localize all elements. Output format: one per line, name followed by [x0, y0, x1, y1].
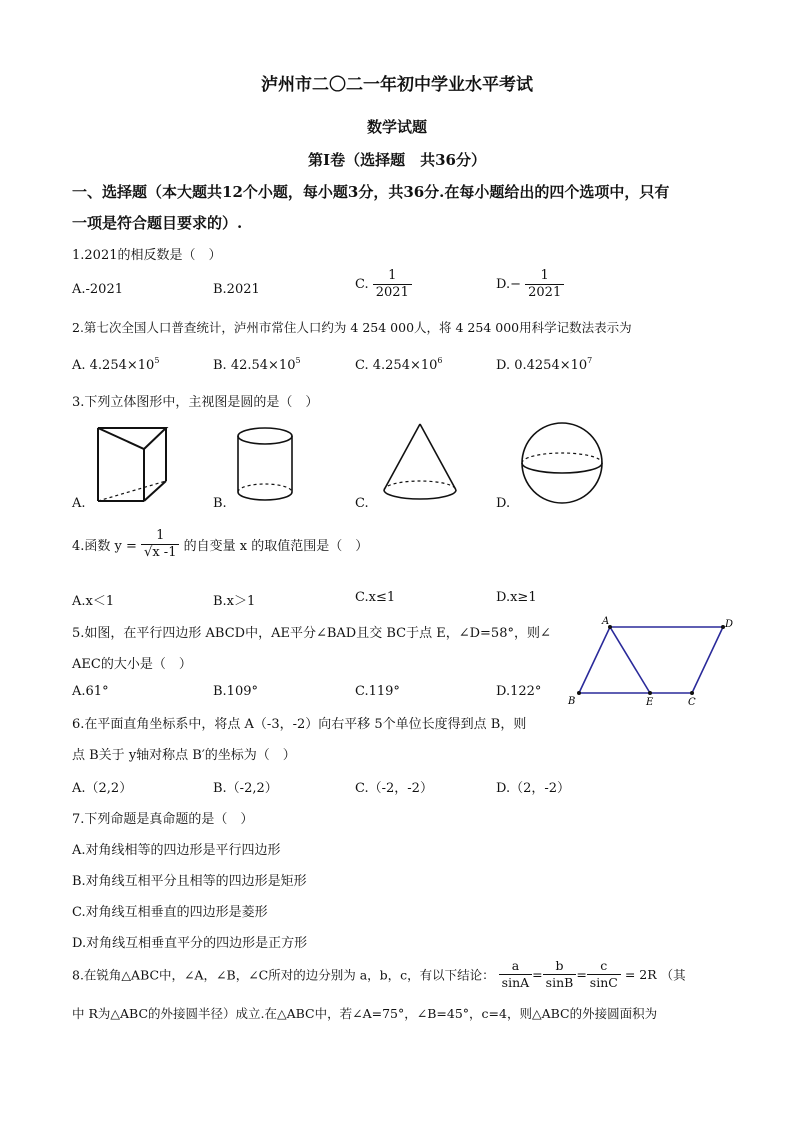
q8-f2-num: b	[543, 958, 577, 975]
q1-d-prefix: D.−	[496, 277, 521, 292]
q1-option-d	[496, 268, 564, 301]
sphere-figure	[519, 420, 605, 506]
q2-option-a	[72, 356, 159, 373]
q3-option-b: B.	[213, 496, 227, 511]
q8-f1-num: a	[499, 958, 533, 975]
cone-figure	[375, 420, 465, 504]
q2-d-base: D. 0.4254×10	[496, 358, 588, 373]
q4-option-a: A.x＜1	[72, 594, 115, 609]
q8-fraction-c	[587, 958, 621, 991]
q4-suffix: 的自变量 x 的取值范围是（ ）	[183, 539, 369, 554]
vertex-label-c: C	[688, 697, 696, 708]
q2-b-base: B. 42.54×10	[213, 358, 296, 373]
q1-c-num: 1	[373, 268, 412, 285]
q1-stem: 1.2021的相反数是（ ）	[72, 248, 222, 263]
q4-fraction	[141, 528, 179, 561]
q1-d-den: 2021	[528, 285, 562, 300]
vertex-label-a: A	[602, 616, 610, 627]
q2-option-d	[496, 356, 592, 373]
q6-stem-line2: 点 B关于 y轴对称点 B′的坐标为（ ）	[72, 748, 296, 763]
q7-option-a: A.对角线相等的四边形是平行四边形	[72, 843, 281, 858]
q1-d-num: 1	[525, 268, 564, 285]
q5-option-a: A.61°	[72, 684, 109, 699]
q8-tail: （其	[660, 967, 686, 983]
vertex-label-d: D	[725, 619, 734, 630]
q3-stem: 3.下列立体图形中，主视图是圆的是（ ）	[72, 395, 319, 410]
q5-option-c: C.119°	[355, 684, 400, 699]
q6-option-b: B.（-2,2）	[213, 781, 278, 796]
q1-option-c	[355, 268, 412, 301]
q1-d-fraction	[525, 268, 564, 301]
q7-stem: 7.下列命题是真命题的是（ ）	[72, 812, 254, 827]
vertex-label-e: E	[646, 697, 654, 708]
q3-option-d: D.	[496, 496, 511, 511]
q4-frac-num: 1	[141, 528, 179, 545]
volume-title: 第Ⅰ卷（选择题 共36分）	[308, 151, 486, 169]
q2-a-exp: 5	[154, 356, 160, 365]
q2-stem: 2.第七次全国人口普查统计，泸州市常住人口约为 4 254 000人，将 4 254 000用科学记数法表示为	[72, 320, 632, 335]
q6-option-c: C.（-2，-2）	[355, 781, 433, 796]
q2-d-exp: 7	[587, 356, 593, 365]
q8-f3-den: sinC	[589, 975, 618, 990]
q2-a-base: A. 4.254×10	[72, 358, 155, 373]
q1-option-b: B.2021	[213, 282, 260, 297]
q8-stem-line1	[72, 958, 686, 991]
q4-radicand: x -1	[152, 545, 177, 560]
vertex-label-b: B	[568, 696, 576, 707]
q8-eq-1: =	[532, 967, 543, 982]
q1-c-den: 2021	[375, 285, 409, 300]
q4-stem	[72, 528, 368, 561]
q4-option-b: B.x＞1	[213, 594, 256, 609]
q4-prefix: 4.函数 y =	[72, 539, 142, 554]
q6-option-a: A.（2,2）	[72, 781, 133, 796]
q4-frac-den: √x -1	[144, 545, 177, 560]
section-heading-line1: 一、选择题（本大题共12个小题，每小题3分，共36分.在每小题给出的四个选项中，只有	[72, 183, 670, 201]
triangular-prism-figure	[92, 423, 172, 508]
q5-option-d: D.122°	[496, 684, 542, 699]
q5-stem-line2: AEC的大小是（ ）	[72, 657, 192, 672]
q6-stem-line1: 6.在平面直角坐标系中，将点 A（-3，-2）向右平移 5个单位长度得到点 B，则	[72, 717, 527, 732]
parallelogram-figure	[560, 612, 740, 712]
q4-option-c: C.x≤1	[355, 590, 396, 605]
q2-b-exp: 5	[295, 356, 301, 365]
q2-c-base: C. 4.254×10	[355, 358, 438, 373]
q3-option-c: C.	[355, 496, 369, 511]
q8-f3-num: c	[587, 958, 621, 975]
cylinder-figure	[234, 426, 296, 502]
q1-option-a: A.-2021	[72, 282, 123, 297]
q8-f2-den: sinB	[545, 975, 574, 990]
q8-f1-den: sinA	[501, 975, 530, 990]
q8-fraction-a	[499, 958, 533, 991]
q3-option-a: A.	[72, 496, 86, 511]
q2-option-b	[213, 356, 301, 373]
subject-title: 数学试题	[366, 118, 427, 136]
q8-stem-line2: 中 R为△ABC的外接圆半径）成立.在△ABC中，若∠A=75°，∠B=45°，c=4，则△ABC的外接圆面积为	[72, 1006, 658, 1021]
q7-option-d: D.对角线互相垂直平分的四边形是正方形	[72, 936, 308, 951]
q7-option-c: C.对角线互相垂直的四边形是菱形	[72, 905, 268, 920]
q8-fraction-b	[543, 958, 577, 991]
q1-c-fraction	[373, 268, 412, 301]
q8-rhs: = 2R	[624, 967, 657, 982]
q7-option-b: B.对角线互相平分且相等的四边形是矩形	[72, 874, 307, 889]
exam-title: 泸州市二〇二一年初中学业水平考试	[261, 75, 533, 95]
q8-eq-2: =	[576, 967, 587, 982]
q5-stem-line1: 5.如图，在平行四边形 ABCD中，AE平分∠BAD且交 BC于点 E，∠D=58°，则∠	[72, 626, 551, 641]
q8-prefix: 8.在锐角△ABC中，∠A，∠B，∠C所对的边分别为 a，b，c，有以下结论：	[72, 967, 495, 983]
q6-option-d: D.（2，-2）	[496, 781, 571, 796]
q2-c-exp: 6	[437, 356, 443, 365]
q2-option-c	[355, 356, 443, 373]
q5-option-b: B.109°	[213, 684, 258, 699]
section-heading-line2: 一项是符合题目要求的）.	[72, 214, 243, 232]
q1-c-prefix: C.	[355, 277, 369, 292]
q4-option-d: D.x≥1	[496, 590, 537, 605]
